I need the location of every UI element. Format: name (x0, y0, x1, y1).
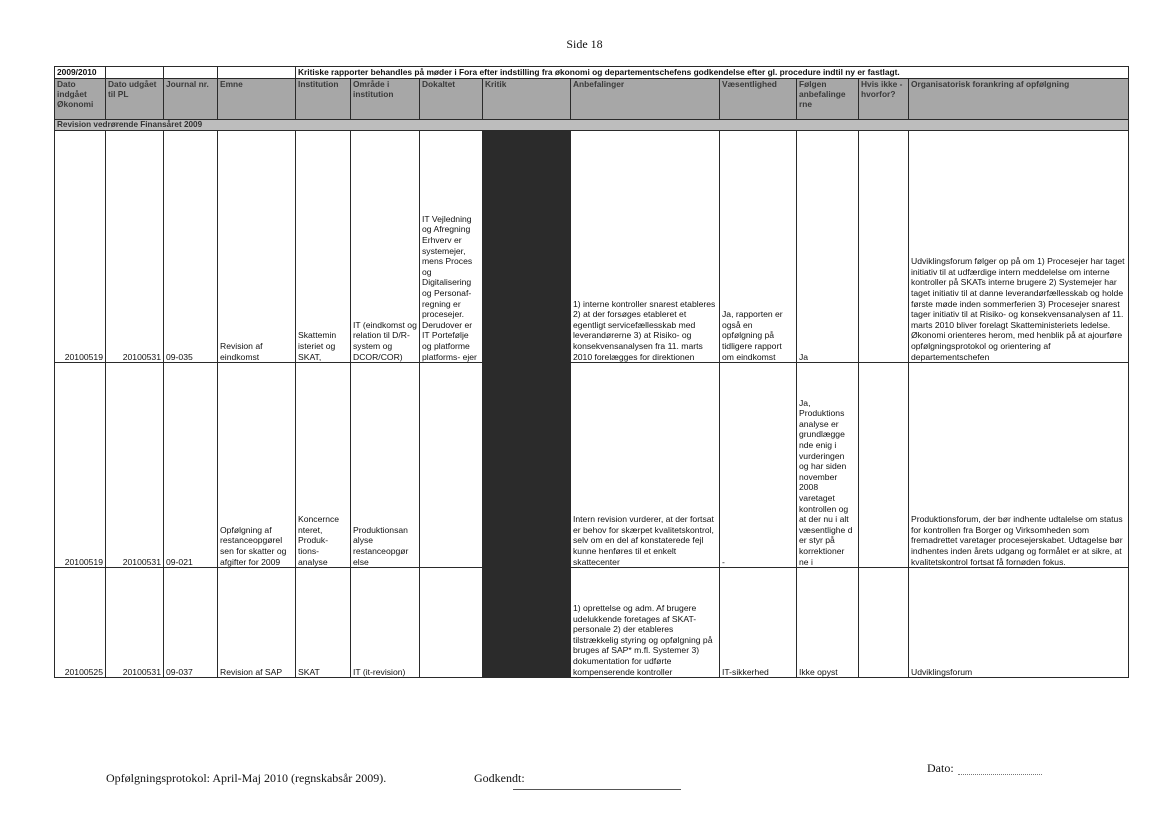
cell-dokaltet (420, 568, 483, 678)
header-dato-udgaaet: Dato udgået til PL (106, 78, 164, 119)
table-row (55, 363, 1129, 568)
header-journal: Journal nr. (164, 78, 218, 119)
cell-hvis-ikke (859, 363, 909, 568)
cell-journal: 09-037 (164, 568, 218, 678)
follow-up-table (54, 66, 1129, 678)
cell-institution: SKAT (296, 568, 351, 678)
table-row (55, 131, 1129, 363)
table-top-row (55, 67, 1129, 79)
cell-dato-indgaaet: 20100525 (55, 568, 106, 678)
cell-dato-udgaaet: 20100531 (106, 568, 164, 678)
cell-omraade: IT (it-revision) (351, 568, 420, 678)
cell-omraade: Produktionsan alyse restanceopgør else (351, 363, 420, 568)
cell-forankring: Produktionsforum, der bør indhente udtalelse om status for kontrollen fra Borger og Virksomheden som fremadrettet varetager procesejerskabet. Udtagelse bør indhentes inden årets udgang og formålet er at sikre, at kvalitetskontrol fortsat få fornøden fokus. (909, 363, 1129, 568)
cell-emne: Revision af eindkomst (218, 131, 296, 363)
cell-emne: Revision af SAP (218, 568, 296, 678)
header-institution: Institution (296, 78, 351, 119)
cell-foelges: Ikke opyst (797, 568, 859, 678)
cell-dokaltet: IT Vejledning og Afregning Erhverv er systemejer, mens Proces og Digitalisering og Personaf- regning er procesejer. Derudover er IT Portefølje og platforme platforms- ejer (420, 131, 483, 363)
cell-dato-udgaaet: 20100531 (106, 131, 164, 363)
cell-dato-indgaaet: 20100519 (55, 131, 106, 363)
table-row (55, 568, 1129, 678)
header-dato-indgaaet: Dato indgået Økonomi (55, 78, 106, 119)
cell-vaesentlighed: - (720, 363, 797, 568)
cell-omraade: IT (eindkomst og relation til D/R-system og DCOR/COR) (351, 131, 420, 363)
redacted-kritik-column (483, 131, 571, 678)
cell-forankring: Udviklingsforum følger op på om 1) Procesejer har taget initiativ til at udfærdige intern meddelelse om interne kontroller på SKATs interne brugere 2) Systemejer har taget initiativ til at danne leverandørfællesskab og holde første møde inden sommerferien 3) Procesejer snarest tager initiativ til at Risiko- og konsekvensanalysen af 11. marts 2010 bliver forelagt Skatteministeriets ledelse. Økonomi orienteres herom, med henblik på at ajourføre opfølgningsprotokol og orientering af departementschefen (909, 131, 1129, 363)
cell-vaesentlighed: IT-sikkerhed (720, 568, 797, 678)
cell-hvis-ikke (859, 568, 909, 678)
footer-date-label: Dato: (927, 761, 954, 775)
cell-anbefalinger: 1) interne kontroller snarest etableres 2) at der forsøges etableret et egentligt servicefællesskab med leverandørerne 3) at Risiko- og konsekvensanalysen fra 11. marts 2010 forelægges for direktionen (571, 131, 720, 363)
header-emne: Emne (218, 78, 296, 119)
cell-foelges: Ja (797, 131, 859, 363)
header-omraade: Område i institution (351, 78, 420, 119)
cell-journal: 09-021 (164, 363, 218, 568)
header-anbefalinger: Anbefalinger (571, 78, 720, 119)
cell-anbefalinger: 1) oprettelse og adm. Af brugere udelukkende foretages af SKAT-personale 2) der etableres tilstrækkelig styring og opfølgning på bruges af SAP* m.fl. Systemer 3) dokumentation for udførte kompenserende kontroller (571, 568, 720, 678)
cell-dato-indgaaet: 20100519 (55, 363, 106, 568)
page-number: Side 18 (566, 37, 603, 51)
cell-vaesentlighed: Ja, rapporten er også en opfølgning på tidligere rapport om eindkomst (720, 131, 797, 363)
header-row (55, 78, 1129, 119)
header-kritik: Kritik (483, 78, 571, 119)
cell-dato-udgaaet: 20100531 (106, 363, 164, 568)
section-label: Revision vedrørende Finansåret 2009 (55, 119, 1129, 131)
date-line (958, 774, 1042, 775)
footer-approved-label: Godkendt: (474, 771, 525, 785)
cell-hvis-ikke (859, 131, 909, 363)
cell-anbefalinger: Intern revision vurderer, at der fortsat er behov for skærpet kvalitetskontrol, selv om en del af konstaterede fejl kunne henføres til et enkelt skattecenter (571, 363, 720, 568)
cell-forankring: Udviklingsforum (909, 568, 1129, 678)
cell-journal: 09-035 (164, 131, 218, 363)
header-vaesentlighed: Væsentlighed (720, 78, 797, 119)
signature-line (513, 789, 681, 790)
header-dokaltet: Dokaltet (420, 78, 483, 119)
cell-institution: Koncernce nteret, Produk- tions- analyse (296, 363, 351, 568)
period-cell: 2009/2010 (55, 67, 106, 79)
cell-foelges: Ja, Produktions analyse er grundlægge nde enig i vurderingen og har siden november 2008 varetaget kontrollen og at der nu i alt væsentlighe d er styr på korrektioner ne i (797, 363, 859, 568)
header-hvis-ikke: Hvis ikke - hvorfor? (859, 78, 909, 119)
table-title: Kritiske rapporter behandles på møder i Fora efter indstilling fra økonomi og departementschefens godkendelse efter gl. procedure indtil ny er fastlagt. (296, 67, 1129, 79)
footer-protocol: Opfølgningsprotokol: April-Maj 2010 (regnskabsår 2009). (106, 771, 387, 785)
cell-emne: Opfølgning af restanceopgørel sen for skatter og afgifter for 2009 (218, 363, 296, 568)
cell-dokaltet (420, 363, 483, 568)
section-row (55, 119, 1129, 131)
cell-institution: Skattemin isteriet og SKAT, (296, 131, 351, 363)
header-forankring: Organisatorisk forankring af opfølgning (909, 78, 1129, 119)
header-foelges: Følgen anbefalinge rne (797, 78, 859, 119)
